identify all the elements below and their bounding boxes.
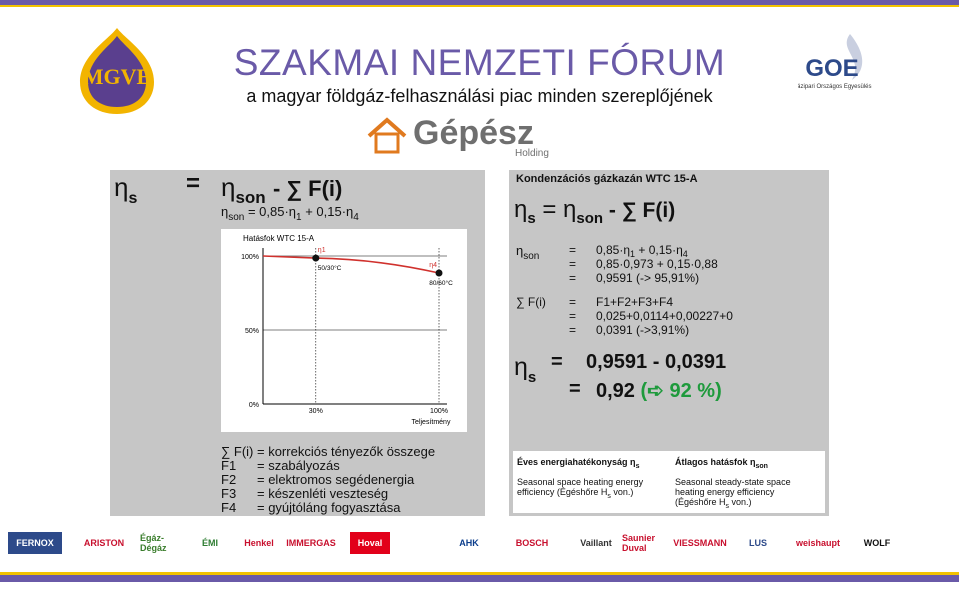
data-point	[312, 255, 319, 262]
calc-equals: =	[569, 323, 577, 337]
legend-key: F1	[221, 458, 237, 473]
goe-logo	[798, 32, 874, 102]
point-note: 50/30°C	[317, 265, 342, 273]
sponsor-logo: WOLF	[863, 538, 891, 548]
legend-value: = elektromos segédenergia	[257, 472, 415, 487]
point-label: η1	[317, 247, 326, 255]
sponsor-logo: AHK	[459, 538, 479, 548]
sponsor-logo: ÉMI	[201, 538, 218, 548]
sponsor-logo: Hoval	[350, 532, 390, 554]
data-point	[436, 270, 443, 277]
foot-left-title: Éves energiahatékonyság $\eta_s$	[517, 457, 640, 470]
sum-f-row-label: ∑ F(i)	[516, 295, 546, 309]
sponsor-logo: BOSCH	[515, 538, 549, 548]
page-title: SZAKMAI NEMZETI FÓRUM	[233, 42, 726, 83]
gepesz-logo	[365, 114, 585, 158]
sponsor-logo: Saunier Duval	[622, 533, 656, 553]
right-heading: Kondenzációs gázkazán WTC 15-A	[516, 173, 698, 185]
final-eta-symbol: $\eta_s$	[514, 353, 537, 386]
foot-right-line3: (Égéshőre $H_s$ von.)	[675, 497, 752, 510]
point-note: 80/60°C	[429, 280, 453, 288]
foot-right-title: Átlagos hatásfok $\eta_{son}$	[675, 457, 768, 470]
sponsor-logo: Vaillant	[580, 538, 612, 548]
svg-text:Holding: Holding	[515, 148, 549, 158]
chart-title: Hatásfok WTC 15-A	[243, 234, 315, 243]
svg-text:Gépész: Gépész	[413, 114, 534, 152]
calc-expression: 0,0391 (->3,91%)	[596, 323, 690, 337]
legend-value: = szabályozás	[257, 458, 340, 473]
sponsor-logo	[912, 532, 948, 554]
calc-equals: =	[569, 309, 577, 323]
final-result: 0,92 (➪ 92 %)	[596, 380, 722, 402]
foot-left-line1: Seasonal space heating energy	[517, 477, 644, 487]
eta-son-row-label: $\eta_{son}$	[516, 243, 540, 262]
sponsor-logo: LUS	[749, 538, 767, 548]
svg-text:MGVE: MGVE	[82, 64, 152, 89]
sponsor-logo	[404, 532, 424, 554]
eta-son-formula: $\eta_{son}$ - ∑ F(i)	[221, 172, 343, 207]
x-tick-label: 30%	[308, 408, 323, 415]
y-tick-label: 0%	[248, 402, 259, 409]
legend-value: = készenléti veszteség	[257, 486, 389, 501]
sponsor-logo: FERNOX	[8, 532, 62, 554]
final-expression: 0,9591 - 0,0391	[586, 351, 727, 373]
calc-expression: $0,85\cdot\eta_1 + 0,15\cdot\eta_4$	[596, 243, 688, 259]
calc-equals: =	[569, 295, 577, 309]
efficiency-chart	[221, 229, 467, 432]
final-equals-1: =	[551, 351, 563, 373]
equals-sign: =	[186, 170, 201, 197]
efficiency-curve	[263, 256, 439, 273]
x-tick-label: 100%	[430, 408, 448, 415]
y-tick-label: 50%	[244, 328, 259, 335]
page-subtitle: a magyar földgáz-felhasználási piac minden szereplőjének	[246, 86, 713, 106]
legend-key: F3	[221, 486, 237, 501]
legend-key: F2	[221, 472, 237, 487]
sponsor-logos	[0, 532, 959, 556]
legend-value: = gyújtóláng fogyasztása	[257, 500, 401, 515]
sponsor-logo: Égáz-Dégáz	[140, 533, 167, 553]
calc-equals: =	[569, 243, 577, 257]
calc-expression: 0,85·0,973 + 0,15·0,88	[596, 257, 718, 271]
calc-equals: =	[569, 271, 577, 285]
right-main-equation: $\eta_s = \eta_{son}$ - ∑ F(i)	[514, 196, 676, 227]
point-label: η4	[429, 262, 437, 270]
svg-text:Gázipari Országos Egyesülés: Gázipari Országos Egyesülés	[798, 84, 872, 90]
calc-expression: 0,9591 (-> 95,91%)	[596, 271, 700, 285]
bottom-purple-band	[0, 575, 959, 582]
top-yellow-band	[0, 5, 959, 7]
definition-box	[513, 451, 825, 513]
legend-key: F4	[221, 500, 237, 515]
foot-right-line1: Seasonal steady-state space	[675, 477, 791, 487]
foot-right-line2: heating energy efficiency	[675, 487, 775, 497]
calc-expression: F1+F2+F3+F4	[596, 295, 674, 309]
y-tick-label: 100%	[241, 254, 259, 261]
arrow-icon: ➪	[647, 380, 664, 402]
final-equals-2: =	[569, 378, 581, 400]
foot-left-line2: efficiency (Égéshőre $H_s$ von.)	[517, 487, 634, 500]
x-axis-label: Teljesítmény	[411, 419, 451, 426]
sponsor-logo: VIESSMANN	[673, 538, 727, 548]
legend-key: ∑ F(i)	[221, 444, 254, 459]
sponsor-logo: weishaupt	[795, 538, 840, 548]
eta-s-symbol: $\eta_s$	[114, 172, 138, 207]
calc-expression: 0,025+0,0114+0,00227+0	[596, 309, 733, 323]
sponsor-logo: IMMERGAS	[286, 538, 336, 548]
sponsor-logo: Henkel	[244, 538, 274, 548]
legend-value: = korrekciós tényezők összege	[257, 444, 436, 459]
sponsor-logo: ARISTON	[83, 538, 125, 548]
svg-text:GOE: GOE	[805, 55, 859, 82]
calc-equals: =	[569, 257, 577, 271]
eta-son-definition: $\eta_{son} = 0,85\cdot\eta_1 + 0,15\cdot\eta_4$	[221, 204, 359, 223]
